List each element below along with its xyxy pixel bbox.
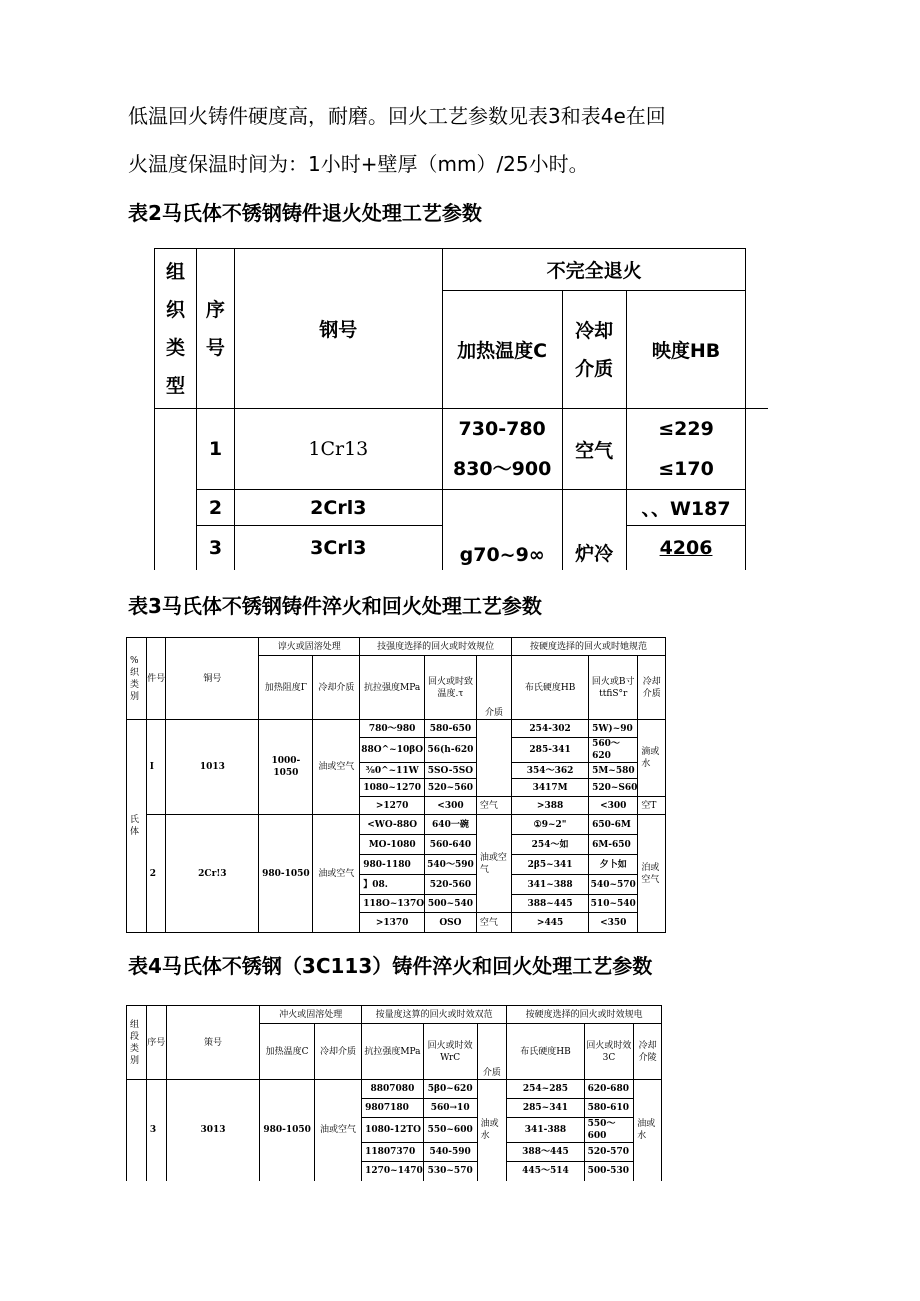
t4-r-s0: 8807080 — [362, 1080, 424, 1099]
t3-h-strength-group: 技强度选择的回火或时效规位 — [360, 638, 512, 656]
t3-r2-t5: OSO — [425, 913, 477, 933]
t3-r1-medium — [476, 720, 511, 797]
t3-r1-ht1: 560～620 — [589, 738, 638, 763]
t3-r2-t1: 560-640 — [425, 835, 477, 855]
t3-r1-ht3: 520~S60 — [589, 779, 638, 797]
t3-r1-s0: 780～980 — [360, 720, 425, 738]
t2-edge — [746, 249, 768, 409]
t3-r2-ht2: 夕卜如 — [589, 855, 638, 875]
t3-r2-cool: 油或空气 — [313, 815, 360, 933]
t2-h-temp: 加热温度C — [442, 291, 562, 409]
t3-h-hardness-group: 按硬度选择的回火或时她规范 — [512, 638, 666, 656]
t2-r1-cool: 空气 — [562, 409, 626, 490]
t4-r-steel: 3013 — [166, 1080, 260, 1181]
t4-group-cell — [127, 1080, 147, 1181]
t4-r-t0: 5β0~620 — [423, 1080, 477, 1099]
t3-r2-t3: 520-560 — [425, 875, 477, 895]
t4-r-s2: 1080-12TO — [362, 1118, 424, 1143]
t2-h-group: 组织类型 — [155, 249, 197, 409]
t3-r1-s3: 1080~1270 — [360, 779, 425, 797]
t3-r1-ht2: 5M~580 — [589, 763, 638, 779]
t3-r1-no: I — [146, 720, 166, 815]
t3-h-quench: 谆火或固溶处理 — [259, 638, 360, 656]
t4-r-ht2: 550～600 — [584, 1118, 634, 1143]
t3-group-cell: 氏体 — [127, 720, 147, 933]
t4-r-no: 3 — [146, 1080, 166, 1181]
t2-h-hard: 映度HB — [626, 291, 746, 409]
t3-r2-s2: 980-1180 — [360, 855, 425, 875]
t3-r2-steel: 2Cr!3 — [166, 815, 259, 933]
t4-r-h1: 285~341 — [507, 1099, 584, 1118]
t2-r1-no: 1 — [196, 409, 234, 490]
t2-r2-hard: 、、W187 — [626, 490, 746, 526]
t4-h-cool: 冷却介质 — [314, 1024, 361, 1080]
t4-r-t2: 550~600 — [423, 1118, 477, 1143]
t4-h-temper2: 回火或时效3C — [584, 1024, 634, 1080]
t3-r2-ht0: 650-6M — [589, 815, 638, 835]
t3-h-cool2: 冷却介质 — [638, 656, 666, 720]
t3-h-temp: 加热阻度Γ — [259, 656, 313, 720]
t4-r-s1: 9807180 — [362, 1099, 424, 1118]
t3-r2-s5: >1370 — [360, 913, 425, 933]
t3-r1-ht0: 5W)~90 — [589, 720, 638, 738]
t2-h-cool: 冷却介质 — [562, 291, 626, 409]
t2-group-cell — [155, 409, 197, 570]
t4-h-quench: 冲火或固溶处理 — [260, 1006, 362, 1024]
t3-r1-hc: 滴或水 — [638, 720, 666, 797]
t3-h-cool: 冷却介质 — [313, 656, 360, 720]
t4-h-medium: 介质 — [477, 1024, 507, 1080]
t4-h-tensile: 抗拉强度MPa — [362, 1024, 424, 1080]
t3-r2-s3: 】08. — [360, 875, 425, 895]
table4 — [126, 1005, 662, 1181]
t2-h-steel: 钢号 — [234, 249, 442, 409]
t3-r2-s0: <WO-88O — [360, 815, 425, 835]
t3-r1-t3: 520~560 — [425, 779, 477, 797]
t2-r3-no: 3 — [196, 526, 234, 570]
t2-r1-temp: 730-780 830～900 — [442, 409, 562, 490]
t2-r23-cool: 炉冷 — [562, 490, 626, 570]
t3-r1-s1: 88O^~10βO — [360, 738, 425, 763]
t3-r2-t4: 500~540 — [425, 895, 477, 913]
t3-r2-ht4: 510~540 — [589, 895, 638, 913]
t4-r-ht4: 500-530 — [584, 1162, 634, 1181]
t3-r2-s4: 118O~137O — [360, 895, 425, 913]
paragraph-2: 火温度保温时间为：1小时+壁厚（mm）/25小时。 — [128, 152, 589, 176]
t3-h-temper2: 回火或B寸ttfiS°r — [589, 656, 638, 720]
t3-r1-t4: <300 — [425, 797, 477, 815]
t3-h-group: %织类别 — [127, 638, 147, 720]
t4-r-hc: 油或水 — [634, 1080, 662, 1181]
t3-r1-medium-last: 空气 — [476, 797, 511, 815]
t4-h-cool2: 冷却介陵 — [634, 1024, 662, 1080]
t3-r2-h2: 2β5~341 — [512, 855, 589, 875]
table4-caption: 表4马氏体不锈钢（3C113）铸件淬火和回火处理工艺参数 — [128, 954, 653, 978]
t4-h-group: 组段类别 — [127, 1006, 147, 1080]
table2-caption: 表2马氏体不锈钢铸件退火处理工艺参数 — [128, 201, 482, 225]
t3-r1-t1: 56(h-620 — [425, 738, 477, 763]
t3-r2-no: 2 — [146, 815, 166, 933]
t2-h-partial: 不完全退火 — [442, 249, 746, 291]
t4-h-temper: 回火或时效WrC — [423, 1024, 477, 1080]
t4-r-h2: 341-388 — [507, 1118, 584, 1143]
t4-r-h4: 445～514 — [507, 1162, 584, 1181]
t3-r1-t2: 5SO-5SO — [425, 763, 477, 779]
t4-r-ht0: 620-680 — [584, 1080, 634, 1099]
t2-r1-hard: ≤229 ≤170 — [626, 409, 746, 490]
table3 — [126, 637, 666, 933]
t3-r1-cool: 油或空气 — [313, 720, 360, 815]
t4-r-s3: 11807370 — [362, 1143, 424, 1162]
t4-h-brinell: 布氏硬度HB — [507, 1024, 584, 1080]
t2-r23-temp: g70~9∞ — [442, 490, 562, 570]
t3-r1-steel: 1013 — [166, 720, 259, 815]
table3-caption: 表3马氏体不锈钢铸件淬火和回火处理工艺参数 — [128, 594, 542, 618]
t3-r1-s2: ⅜0^~11W — [360, 763, 425, 779]
t4-h-strength-group: 按量度这算的回火或时效双范 — [362, 1006, 507, 1024]
t3-r1-h1: 285-341 — [512, 738, 589, 763]
t4-r-medium: 油或水 — [477, 1080, 507, 1181]
t4-r-s4: 1270~1470 — [362, 1162, 424, 1181]
t4-r-cool: 油或空气 — [314, 1080, 361, 1181]
t4-r-t4: 530~570 — [423, 1162, 477, 1181]
t3-r1-h3: 3417M — [512, 779, 589, 797]
t4-r-t3: 540-590 — [423, 1143, 477, 1162]
t4-r-h0: 254~285 — [507, 1080, 584, 1099]
t3-h-tensile: 抗拉强度MPa — [360, 656, 425, 720]
t2-r1-steel: 1Cr13 — [234, 409, 442, 490]
t3-r2-medium-last: 空气 — [476, 913, 511, 933]
t3-r1-s4: >1270 — [360, 797, 425, 815]
t3-h-steel: 铜号 — [166, 638, 259, 720]
t3-r2-temp: 980-1050 — [259, 815, 313, 933]
t3-h-brinell: 布氏硬度HB — [512, 656, 589, 720]
table2 — [154, 248, 768, 570]
t4-r-t1: 560→10 — [423, 1099, 477, 1118]
t4-r-ht3: 520-570 — [584, 1143, 634, 1162]
t3-h-no: 件号 — [146, 638, 166, 720]
t3-r1-h4: >388 — [512, 797, 589, 815]
t3-r2-h1: 254～如 — [512, 835, 589, 855]
t4-h-steel: 策号 — [166, 1006, 260, 1080]
t3-r2-s1: MO-1080 — [360, 835, 425, 855]
t3-r2-medium: 油或空气 — [476, 815, 511, 913]
t3-h-temper: 回火或时致温度.τ — [425, 656, 477, 720]
t2-r3-hard: 4206 — [626, 526, 746, 570]
t3-r2-h3: 341~388 — [512, 875, 589, 895]
t3-r2-ht1: 6M-650 — [589, 835, 638, 855]
t3-r2-t2: 540～590 — [425, 855, 477, 875]
t3-r1-ht4: <300 — [589, 797, 638, 815]
t3-r1-h0: 254-302 — [512, 720, 589, 738]
t4-h-temp: 加热温度C — [260, 1024, 314, 1080]
t4-r-h3: 388～445 — [507, 1143, 584, 1162]
t2-r2-no: 2 — [196, 490, 234, 526]
t3-r2-h4: 388~445 — [512, 895, 589, 913]
t4-h-no: 序号 — [146, 1006, 166, 1080]
t4-h-hardness-group: 按硬度选择的回火或时效规电 — [507, 1006, 662, 1024]
t3-r1-hc-last: 空T — [638, 797, 666, 815]
t2-r2-steel: 2Crl3 — [234, 490, 442, 526]
t4-r-temp: 980-1050 — [260, 1080, 314, 1181]
t3-r2-t0: 640一碗 — [425, 815, 477, 835]
t3-r2-h5: >445 — [512, 913, 589, 933]
t3-r2-h0: ①9~2" — [512, 815, 589, 835]
t2-r3-steel: 3Crl3 — [234, 526, 442, 570]
t3-r2-ht5: <350 — [589, 913, 638, 933]
paragraph-1: 低温回火铸件硬度高，耐磨。回火工艺参数见表3和表4e在回 — [128, 104, 666, 128]
t3-h-medium: 介质 — [476, 656, 511, 720]
t3-r2-ht3: 540~570 — [589, 875, 638, 895]
t3-r1-temp: 1000-1050 — [259, 720, 313, 815]
t3-r1-t0: 580-650 — [425, 720, 477, 738]
t4-r-ht1: 580-610 — [584, 1099, 634, 1118]
t3-r2-hc: 泊或空气 — [638, 815, 666, 933]
t2-h-no: 序号 — [196, 249, 234, 409]
t3-r1-h2: 354～362 — [512, 763, 589, 779]
